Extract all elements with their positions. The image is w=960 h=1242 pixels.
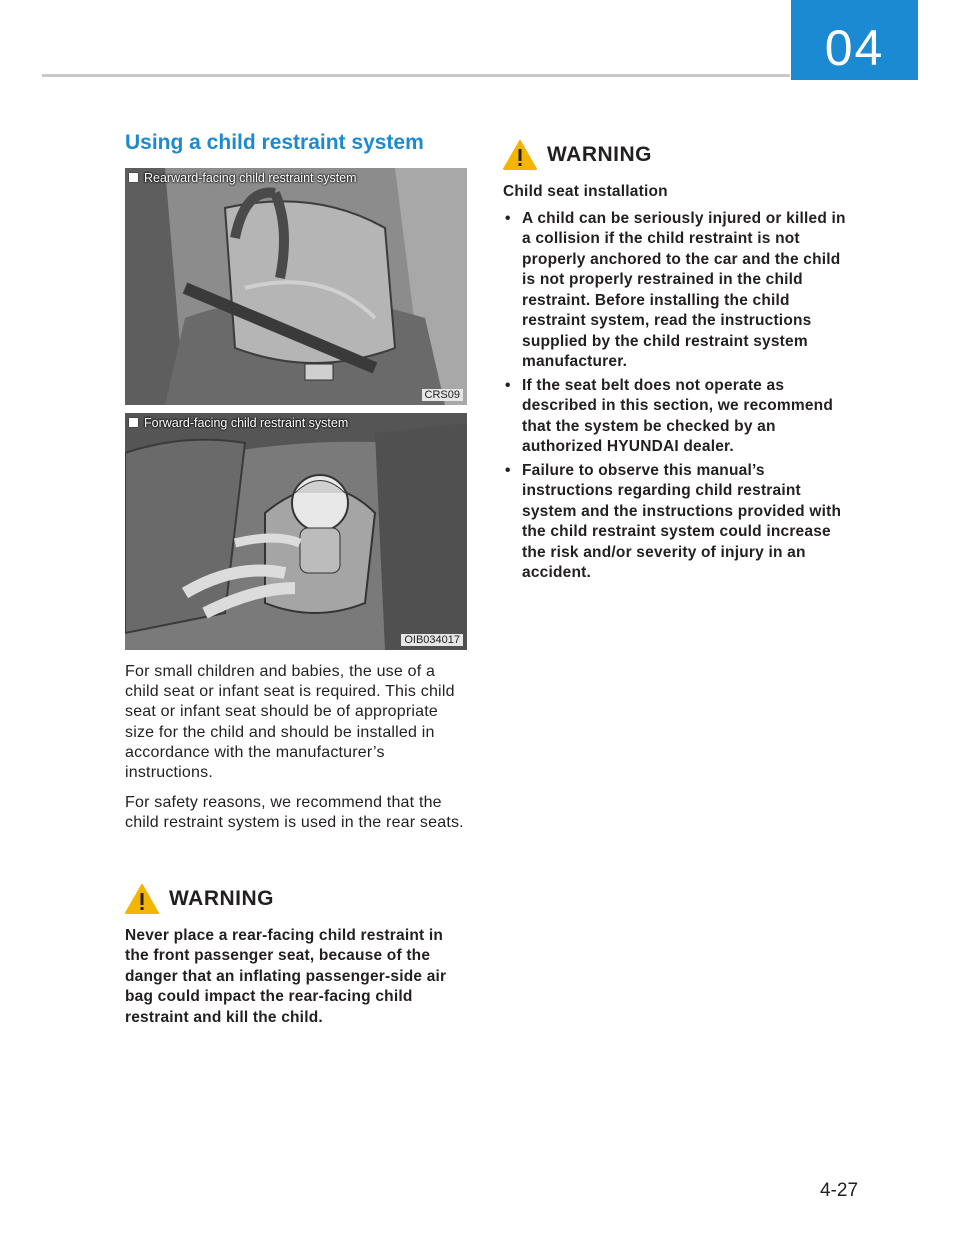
figure-forward-facing <box>125 413 467 650</box>
page-number: 4-27 <box>820 1180 859 1201</box>
warning-triangle-icon <box>503 140 537 170</box>
header-rule <box>42 74 790 77</box>
warning-text: Never place a rear-facing child restraint in the front passenger seat, because of the danger that an inflating passenger-side air bag could impact the rear-facing child restraint and kill the child. <box>125 926 447 1026</box>
warning-header <box>503 140 848 170</box>
warning-subtitle: Child seat installation <box>503 183 668 200</box>
warning-title: WARNING <box>169 886 274 910</box>
warning-triangle-icon <box>125 884 159 914</box>
left-column <box>125 130 467 1028</box>
forward-seat-illustration <box>125 413 467 650</box>
right-column <box>503 140 848 587</box>
figure-code: OIB034017 <box>401 634 463 646</box>
warning-bullet-list <box>503 209 848 584</box>
body-paragraph: For small children and babies, the use of a child seat or infant seat is required. This child seat or infant seat should be of appropriate size for the child and should be installed in accordance with the manufacturer’s instructions. <box>125 663 455 782</box>
chapter-tab: 04 <box>791 0 918 80</box>
list-item: • Failure to observe this manual’s instructions regarding child restraint system and the instructions provided with the child restraint system could increase the risk and/or severity of injury in an accident. <box>503 461 848 584</box>
warning-title: WARNING <box>547 143 652 166</box>
figure-caption: Forward-facing child restraint system <box>129 416 348 430</box>
section-title: Using a child restraint system <box>125 131 424 154</box>
body-paragraph: For safety reasons, we recommend that the child restraint system is used in the rear seats. <box>125 794 464 832</box>
figure-caption: Rearward-facing child restraint system <box>129 171 357 185</box>
figure-code: CRS09 <box>422 389 463 401</box>
warning-box-left <box>125 884 467 1029</box>
rearward-seat-illustration <box>125 168 467 405</box>
list-item: • A child can be seriously injured or killed in a collision if the child restraint is not properly anchored to the car and the child is not properly restrained in the child restraint. Before installing the child restraint system, read the instructions supplied by the child restraint system manufacturer. <box>503 209 848 373</box>
figure-rearward-facing <box>125 168 467 405</box>
list-item: • If the seat belt does not operate as described in this section, we recommend that the system be checked by an authorized HYUNDAI dealer. <box>503 376 848 458</box>
